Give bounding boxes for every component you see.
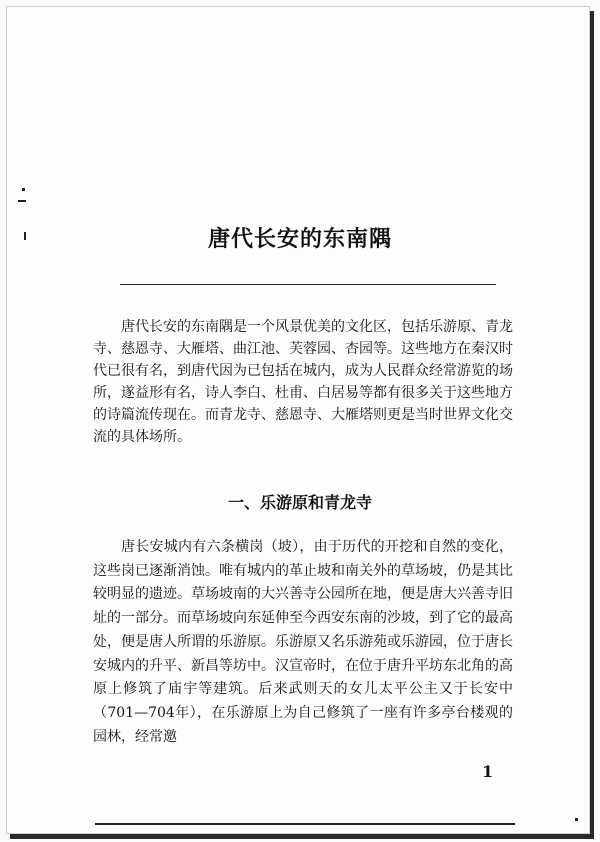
footer-rule <box>95 823 515 825</box>
section-heading: 一、乐游原和青龙寺 <box>227 493 372 512</box>
scan-speck <box>575 818 578 821</box>
title-rule <box>120 284 496 285</box>
intro-paragraph: 唐代长安的东南隅是一个风景优美的文化区，包括乐游原、青龙寺、慈恩寺、大雁塔、曲江池、芙蓉园、杏园等。这些地方在秦汉时代已很有名，到唐代因为已包括在城内，成为人民群众经常游览的场所，遂益形有名，诗人李白、杜甫、白居易等都有很多关于这些地方的诗篇流传现在。而青龙寺、慈恩寺、大雁塔则更是当时世界文化交流的具体场所。 <box>93 319 513 445</box>
scan-speck <box>18 200 26 202</box>
section-paragraph: 唐长安城内有六条横岗（坡），由于历代的开挖和自然的变化，这些岗已逐渐消蚀。唯有城内的革止坡和南关外的草场坡，仍是其比较明显的遗迹。草场坡南的大兴善寺公园所在地，便是唐大兴善寺旧址的一部分。而草场坡向东延伸至今西安东南的沙坡，到了它的最高处，便是唐人所谓的乐游原。乐游原又名乐游苑或乐游园，位于唐长安城内的升平、新昌等坊中。汉宣帝时，在位于唐升平坊东北角的高原上修筑了庙宇等建筑。后来武则天的女儿太平公主又于长安中（701—704年），在乐游原上为自己修筑了一座有许多亭台楼观的园林，经常邀 <box>93 539 513 745</box>
page-number: 1 <box>482 762 494 781</box>
page-title: 唐代长安的东南隅 <box>207 227 392 252</box>
scan-speck <box>22 188 25 191</box>
